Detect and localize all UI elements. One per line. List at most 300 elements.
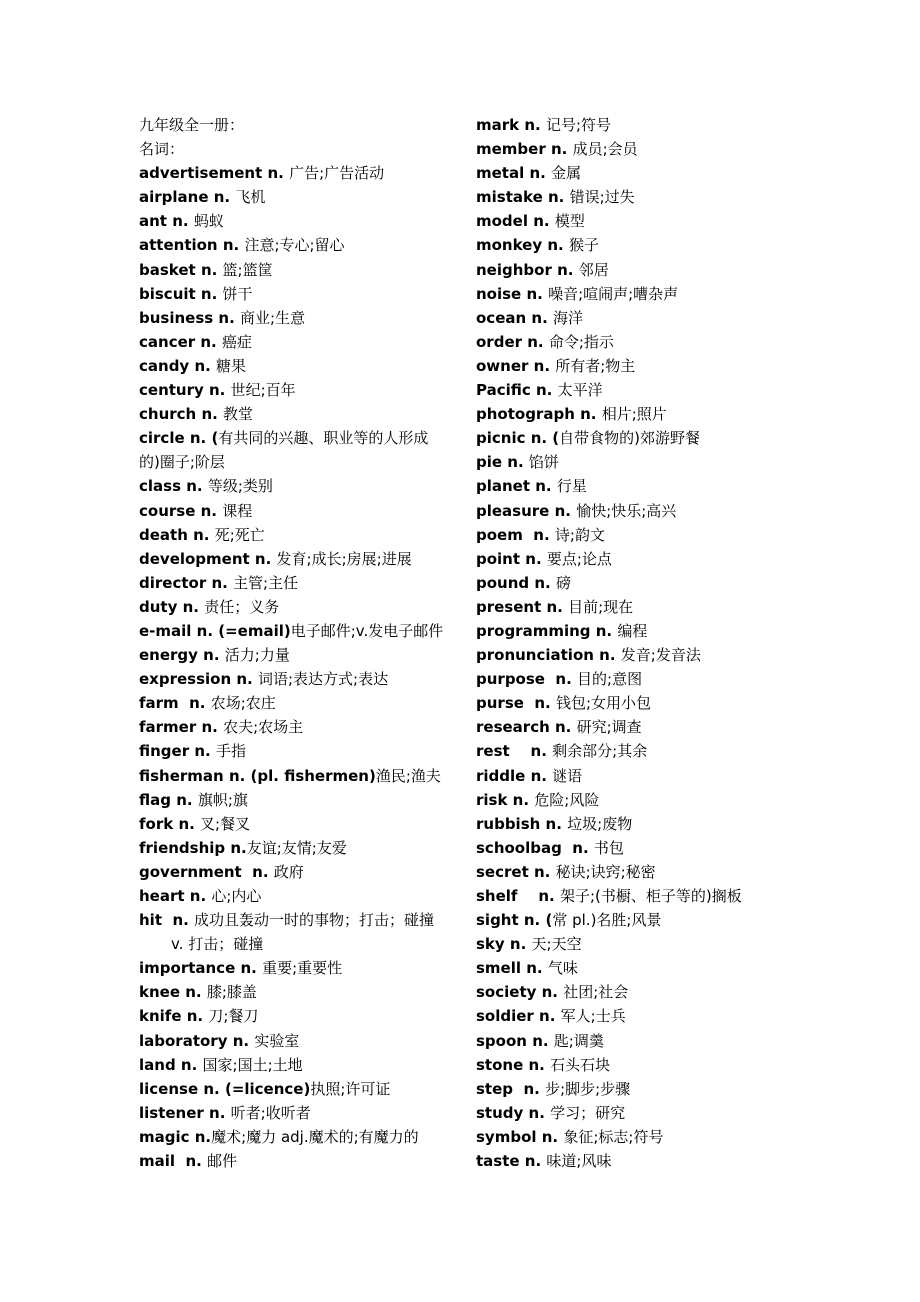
entry-word: neighbor — [476, 260, 552, 279]
entry-word: study — [476, 1103, 524, 1122]
entry-part-of-speech: n. — [544, 670, 578, 689]
entry-part-of-speech: n. — [513, 1079, 546, 1098]
section-subheading: 名词： — [139, 140, 185, 159]
vocab-entry — [476, 788, 796, 812]
entry-part-of-speech: n. — [197, 646, 225, 665]
entry-word: soldier — [476, 1007, 534, 1026]
entry-part-of-speech: n. — [529, 573, 556, 592]
vocab-entry — [139, 715, 459, 739]
entry-meaning: 匙;调羹 — [553, 1031, 604, 1050]
vocab-entry — [476, 715, 796, 739]
entry-meaning: 渔民;渔夫 — [375, 766, 441, 785]
entry-meaning: 谜语 — [552, 766, 583, 785]
entry-word: cancer — [139, 332, 196, 351]
vocab-entry — [139, 474, 459, 498]
entry-meaning: 愉快;快乐;高兴 — [576, 501, 677, 520]
entry-word: circle — [139, 429, 185, 448]
vocab-entry — [139, 643, 459, 667]
entry-meaning: 钱包;女用小包 — [555, 694, 652, 713]
entry-meaning: 军人;士兵 — [560, 1007, 626, 1026]
entry-meaning: 发音;发音法 — [620, 646, 701, 665]
entry-meaning: 发育;成长;房展;进展 — [276, 549, 412, 568]
entry-meaning: 诗;韵文 — [554, 525, 605, 544]
entry-word: flag — [139, 790, 171, 809]
entry-part-of-speech: n. — [523, 1055, 551, 1074]
entry-part-of-speech: n. — [517, 887, 560, 905]
entry-part-of-speech: n. ( — [184, 429, 219, 448]
entry-meaning: 噪音;喧闹声;嘈杂声 — [548, 284, 679, 303]
entry-word: development — [139, 549, 250, 568]
entry-meaning: 世纪;百年 — [230, 381, 296, 400]
entry-meaning: 天;天空 — [531, 935, 582, 954]
vocab-entry — [139, 499, 459, 523]
entry-part-of-speech: n. — [181, 1007, 209, 1026]
entry-meaning: 注意;专心;留心 — [244, 236, 345, 255]
entry-part-of-speech: n. — [590, 621, 618, 640]
entry-meaning: 馅饼 — [528, 453, 559, 472]
entry-word: fork — [139, 814, 174, 833]
entry-part-of-speech: n. — [217, 236, 245, 255]
entry-meaning: 记号;符号 — [545, 116, 612, 134]
entry-part-of-speech: n. — [235, 959, 263, 978]
entry-meaning: 命令;指示 — [548, 332, 614, 351]
vocab-entry — [476, 595, 796, 619]
entry-meaning: 海洋 — [553, 308, 584, 327]
vocab-entry — [476, 258, 796, 282]
entry-word: farmer — [139, 718, 197, 737]
entry-part-of-speech: n. — [189, 742, 216, 761]
vocab-entry — [139, 836, 459, 860]
entry-meaning: 政府 — [273, 862, 304, 881]
entry-word: risk — [476, 790, 508, 809]
vocab-entry — [476, 185, 796, 209]
entry-word: attention — [139, 236, 218, 255]
entry-meaning: 相片;照片 — [601, 405, 667, 424]
vocab-entry — [476, 956, 796, 980]
vocab-entry — [139, 691, 459, 715]
entry-word: knife — [139, 1007, 182, 1026]
entry-word: e-mail — [139, 621, 192, 640]
entry-word: advertisement — [139, 164, 263, 183]
vocab-entry — [139, 980, 459, 1004]
entry-part-of-speech: n. — [541, 597, 569, 616]
vocab-entry — [139, 547, 459, 571]
entry-word: noise — [476, 284, 522, 303]
entry-word: planet — [476, 477, 531, 496]
entry-part-of-speech: n. — [522, 332, 549, 351]
entry-meaning: 目的;意图 — [577, 670, 643, 689]
entry-part-of-speech: n. — [206, 573, 234, 592]
entry-word: government — [139, 862, 242, 881]
entry-part-of-speech: n. — [530, 381, 558, 400]
entry-part-of-speech: n. — [524, 164, 552, 183]
entry-part-of-speech: n. — [227, 1031, 255, 1050]
entry-part-of-speech: n. — [545, 140, 573, 159]
vocab-entry — [476, 450, 796, 474]
entry-meaning: 磅 — [555, 573, 571, 592]
entry-word: owner — [476, 356, 529, 375]
entry-word: finger — [139, 742, 190, 761]
entry-part-of-speech: n. — [196, 405, 224, 424]
entry-word: magic — [139, 1127, 190, 1146]
entry-word: metal — [476, 164, 525, 183]
entry-meaning: 所有者;物主 — [555, 356, 636, 375]
entry-meaning: 危险;风险 — [534, 790, 600, 809]
entry-meaning: 自带食物的)郊游野餐 — [559, 429, 701, 448]
entry-part-of-speech: n. ( — [525, 429, 560, 448]
vocab-entry — [139, 860, 459, 884]
vocab-entry — [139, 667, 459, 691]
entry-part-of-speech: n. — [178, 694, 211, 713]
entry-word: photograph — [476, 405, 575, 424]
entry-word: land — [139, 1055, 176, 1074]
entry-word: mail — [139, 1152, 176, 1171]
entry-word: rest — [476, 742, 510, 761]
entry-word: business — [139, 308, 214, 327]
entry-meaning: 糖果 — [216, 356, 247, 375]
entry-meaning: 象征;标志;符号 — [563, 1127, 664, 1146]
vocab-entry — [476, 378, 796, 402]
entry-word: schoolbag — [476, 838, 562, 857]
vocab-entry — [476, 764, 796, 788]
entry-word: society — [476, 983, 537, 1002]
entry-part-of-speech: n. — [574, 405, 602, 424]
entry-part-of-speech: n. — [203, 381, 231, 400]
entry-word: poem — [476, 525, 523, 544]
vocab-entry — [139, 908, 459, 956]
entry-meaning: 架子;(书橱、柜子等的)搁板 — [559, 887, 742, 905]
entry-meaning: 农夫;农场主 — [223, 718, 304, 737]
entry-meaning: 气味 — [547, 959, 578, 978]
vocab-entry — [139, 426, 459, 474]
entry-word: pleasure — [476, 501, 550, 520]
entry-meaning: 广告;广告活动 — [289, 164, 385, 183]
entry-part-of-speech: n. — [175, 1055, 203, 1074]
vocab-entry — [476, 113, 796, 137]
entry-meaning: 蚂蚁 — [193, 212, 224, 231]
entry-meaning: 篮;篮筐 — [222, 260, 273, 279]
vocab-entry — [139, 1125, 459, 1149]
entry-meaning: 错误;过失 — [569, 188, 635, 207]
entry-part-of-speech: n. — [549, 718, 577, 737]
vocab-entry — [139, 233, 459, 257]
vocab-entry — [139, 1004, 459, 1028]
vocab-entry — [476, 282, 796, 306]
entry-meaning: 金属 — [551, 164, 582, 183]
entry-meaning: 刀;餐刀 — [208, 1007, 259, 1026]
entry-part-of-speech: n. — [561, 838, 594, 857]
vocab-entry — [476, 402, 796, 426]
entry-part-of-speech: n. — [528, 862, 556, 881]
vocab-entry — [476, 571, 796, 595]
entry-word: programming — [476, 621, 591, 640]
entry-meaning: 垃圾;废物 — [567, 814, 633, 833]
entry-word: ant — [139, 212, 167, 231]
entry-word: pronunciation — [476, 646, 594, 665]
vocab-entry — [476, 137, 796, 161]
entry-word: monkey — [476, 236, 543, 255]
entry-word: taste — [476, 1152, 520, 1171]
entry-word: fisherman — [139, 766, 224, 785]
entry-part-of-speech: n. — [542, 236, 569, 255]
entry-word: airplane — [139, 188, 209, 207]
left-entry-list — [139, 161, 459, 1173]
entry-part-of-speech: n. — [525, 766, 553, 785]
entry-part-of-speech: n. — [180, 983, 207, 1002]
entry-part-of-speech: n. — [542, 188, 570, 207]
entry-part-of-speech: n. — [519, 1152, 547, 1171]
entry-word: laboratory — [139, 1031, 228, 1050]
entry-part-of-speech: n. — [184, 887, 212, 905]
right-entry-list — [476, 113, 796, 1173]
entry-word: spoon — [476, 1031, 527, 1050]
vocab-entry — [476, 547, 796, 571]
entry-meaning: 剩余部分;其余 — [552, 742, 648, 761]
entry-meaning: 魔术;魔力 adj.魔术的;有魔力的 — [211, 1127, 419, 1146]
entry-meaning: 目前;现在 — [568, 597, 634, 616]
entry-meaning: 膝;膝盖 — [206, 983, 257, 1002]
entry-part-of-speech: n. — [533, 1007, 561, 1026]
entry-part-of-speech: n. — [593, 646, 621, 665]
entry-word: candy — [139, 356, 190, 375]
entry-meaning: 模型 — [554, 212, 585, 231]
vocab-entry — [139, 739, 459, 763]
entry-part-of-speech: n. — [526, 308, 553, 327]
entry-part-of-speech: n. — [175, 1152, 208, 1171]
entry-meaning: 要点;论点 — [546, 549, 612, 568]
entry-part-of-speech: n. — [203, 1103, 231, 1122]
entry-word: basket — [139, 260, 196, 279]
vocab-entry — [139, 595, 459, 619]
vocab-entry — [476, 1101, 796, 1125]
right-column — [476, 113, 796, 1173]
vocab-entry — [139, 619, 459, 643]
vocab-entry — [139, 282, 459, 306]
entry-meaning: 社团;社会 — [563, 983, 629, 1002]
vocab-entry — [139, 330, 459, 354]
entry-word: sky — [476, 935, 505, 954]
entry-word: model — [476, 212, 528, 231]
entry-meaning: 等级;类别 — [207, 477, 273, 496]
entry-meaning: 太平洋 — [557, 381, 603, 400]
entry-part-of-speech: n. — [181, 477, 208, 496]
entry-part-of-speech: n. — [189, 1127, 212, 1146]
vocab-entry — [139, 209, 459, 233]
entry-meaning: 味道;风味 — [546, 1152, 612, 1171]
vocab-entry — [139, 571, 459, 595]
vocab-entry — [476, 691, 796, 715]
entry-part-of-speech: n. — [540, 814, 568, 833]
entry-meaning: 学习；研究 — [550, 1103, 626, 1122]
entry-word: energy — [139, 646, 198, 665]
entry-part-of-speech: n. — [519, 116, 546, 134]
vocab-entry — [139, 1149, 459, 1173]
vocab-entry — [476, 474, 796, 498]
entry-word: sight — [476, 911, 519, 930]
entry-word: pound — [476, 573, 530, 592]
vocab-entry — [476, 354, 796, 378]
entry-meaning: 猴子 — [568, 236, 599, 255]
entry-meaning: 执照;许可证 — [310, 1079, 391, 1098]
entry-word: farm — [139, 694, 179, 713]
vocab-entry — [139, 956, 459, 980]
vocab-entry — [139, 185, 459, 209]
vocab-entry — [476, 860, 796, 884]
entry-word: listener — [139, 1103, 204, 1122]
entry-word: duty — [139, 597, 178, 616]
entry-part-of-speech: n. — [536, 1127, 564, 1146]
vocab-entry — [476, 161, 796, 185]
entry-part-of-speech: n. — [530, 477, 557, 496]
vocab-entry — [476, 306, 796, 330]
vocab-entry — [476, 523, 796, 547]
entry-part-of-speech: n. — [208, 188, 236, 207]
entry-word: shelf — [476, 887, 518, 905]
entry-meaning: 教堂 — [223, 405, 254, 424]
entry-word: pie — [476, 453, 503, 472]
vocab-entry — [476, 739, 796, 763]
entry-meaning: 词语;表达方式;表达 — [257, 670, 389, 689]
entry-part-of-speech: n. — [523, 694, 556, 713]
entry-part-of-speech: n. — [526, 1031, 554, 1050]
entry-meaning: 旗帜;旗 — [197, 790, 248, 809]
entry-word: class — [139, 477, 182, 496]
entry-part-of-speech: n. — [225, 838, 247, 857]
vocab-entry — [139, 788, 459, 812]
vocab-entry — [139, 306, 459, 330]
entry-meaning: 邻居 — [578, 260, 609, 279]
entry-meaning: 癌症 — [221, 332, 252, 351]
vocab-entry — [476, 209, 796, 233]
vocab-entry — [476, 1149, 796, 1173]
entry-part-of-speech: n. — [523, 1103, 551, 1122]
entry-word: mistake — [476, 188, 543, 207]
vocab-entry — [476, 1125, 796, 1149]
entry-meaning-continued: 的)圈子;阶层 — [139, 453, 225, 472]
entry-word: director — [139, 573, 207, 592]
entry-meaning-continued: v. 打击；碰撞 — [171, 935, 264, 954]
entry-part-of-speech: n. (pl. fishermen) — [223, 766, 376, 785]
entry-meaning: 研究;调查 — [576, 718, 642, 737]
entry-word: importance — [139, 959, 236, 978]
entry-word: expression — [139, 670, 232, 689]
entry-word: riddle — [476, 766, 526, 785]
entry-part-of-speech: n. — [195, 501, 223, 520]
entry-meaning: 责任；义务 — [204, 597, 280, 616]
vocab-entry — [139, 354, 459, 378]
entry-word: death — [139, 525, 188, 544]
vocab-entry — [476, 643, 796, 667]
entry-meaning: 石头石块 — [550, 1055, 611, 1074]
entry-meaning: 编程 — [617, 621, 648, 640]
entry-word: smell — [476, 959, 522, 978]
entry-word: picnic — [476, 429, 526, 448]
vocab-entry — [476, 1077, 796, 1101]
entry-word: purse — [476, 694, 524, 713]
vocab-entry — [476, 667, 796, 691]
section-heading: 九年级全一册： — [139, 116, 245, 134]
entry-word: hit — [139, 911, 162, 930]
entry-meaning: 书包 — [593, 838, 624, 857]
entry-part-of-speech: n. (=licence) — [198, 1079, 311, 1098]
entry-word: license — [139, 1079, 199, 1098]
vocab-entry — [476, 884, 796, 908]
vocab-entry — [139, 1029, 459, 1053]
entry-part-of-speech: n. — [549, 501, 577, 520]
vocab-entry — [476, 1004, 796, 1028]
entry-part-of-speech: n. — [536, 983, 564, 1002]
entry-meaning: 友谊;友情;友爱 — [246, 838, 347, 857]
vocab-entry — [476, 908, 796, 932]
entry-word: symbol — [476, 1127, 537, 1146]
entry-part-of-speech: n. — [520, 549, 547, 568]
entry-part-of-speech: n. — [195, 260, 223, 279]
vocab-entry — [476, 1029, 796, 1053]
vocab-entry — [139, 378, 459, 402]
entry-word: present — [476, 597, 542, 616]
vocab-entry — [139, 1101, 459, 1125]
entry-word: research — [476, 718, 550, 737]
entry-word: friendship — [139, 838, 226, 857]
vocab-entry — [139, 812, 459, 836]
entry-part-of-speech: n. — [231, 670, 258, 689]
entry-word: knee — [139, 983, 181, 1002]
entry-meaning: 农场;农庄 — [210, 694, 276, 713]
entry-meaning: 主管;主任 — [233, 573, 299, 592]
entry-meaning: 商业;生意 — [240, 308, 306, 327]
entry-word: stone — [476, 1055, 524, 1074]
vocab-entry — [476, 499, 796, 523]
entry-part-of-speech: n. — [162, 911, 195, 930]
entry-part-of-speech: n. — [504, 935, 532, 954]
entry-word: Pacific — [476, 381, 531, 400]
entry-part-of-speech: n. — [166, 212, 194, 231]
vocab-entry — [139, 402, 459, 426]
entry-meaning: 听者;收听者 — [230, 1103, 311, 1122]
entry-meaning: 常 pl.)名胜;风景 — [552, 911, 662, 930]
vocab-entry — [139, 1077, 459, 1101]
vocab-entry — [476, 233, 796, 257]
entry-part-of-speech: n. — [173, 814, 201, 833]
vocab-entry — [139, 161, 459, 185]
entry-meaning: 国家;国土;土地 — [202, 1055, 303, 1074]
entry-meaning: 手指 — [215, 742, 246, 761]
entry-part-of-speech: n. — [249, 549, 277, 568]
entry-word: member — [476, 140, 546, 159]
entry-word: point — [476, 549, 521, 568]
vocab-entry — [476, 619, 796, 643]
entry-meaning: 重要;重要性 — [262, 959, 343, 978]
entry-word: order — [476, 332, 523, 351]
vocab-entry — [476, 812, 796, 836]
entry-meaning: 秘诀;诀窍;秘密 — [555, 862, 656, 881]
entry-meaning: 叉;餐叉 — [200, 814, 251, 833]
entry-part-of-speech: n. — [509, 742, 553, 761]
entry-meaning: 飞机 — [235, 188, 266, 207]
entry-meaning: 课程 — [222, 501, 253, 520]
left-column — [139, 113, 459, 1173]
vocab-entry — [139, 1053, 459, 1077]
vocab-entry — [476, 932, 796, 956]
entry-part-of-speech: n. — [528, 356, 556, 375]
entry-meaning: 死;死亡 — [214, 525, 265, 544]
entry-meaning: 实验室 — [254, 1031, 300, 1050]
vocab-entry — [139, 764, 459, 788]
entry-meaning: 有共同的兴趣、职业等的人形成 — [218, 429, 429, 448]
entry-meaning: 步;脚步;步骤 — [545, 1079, 631, 1098]
vocab-entry — [139, 884, 459, 908]
entry-part-of-speech: n. — [195, 284, 223, 303]
